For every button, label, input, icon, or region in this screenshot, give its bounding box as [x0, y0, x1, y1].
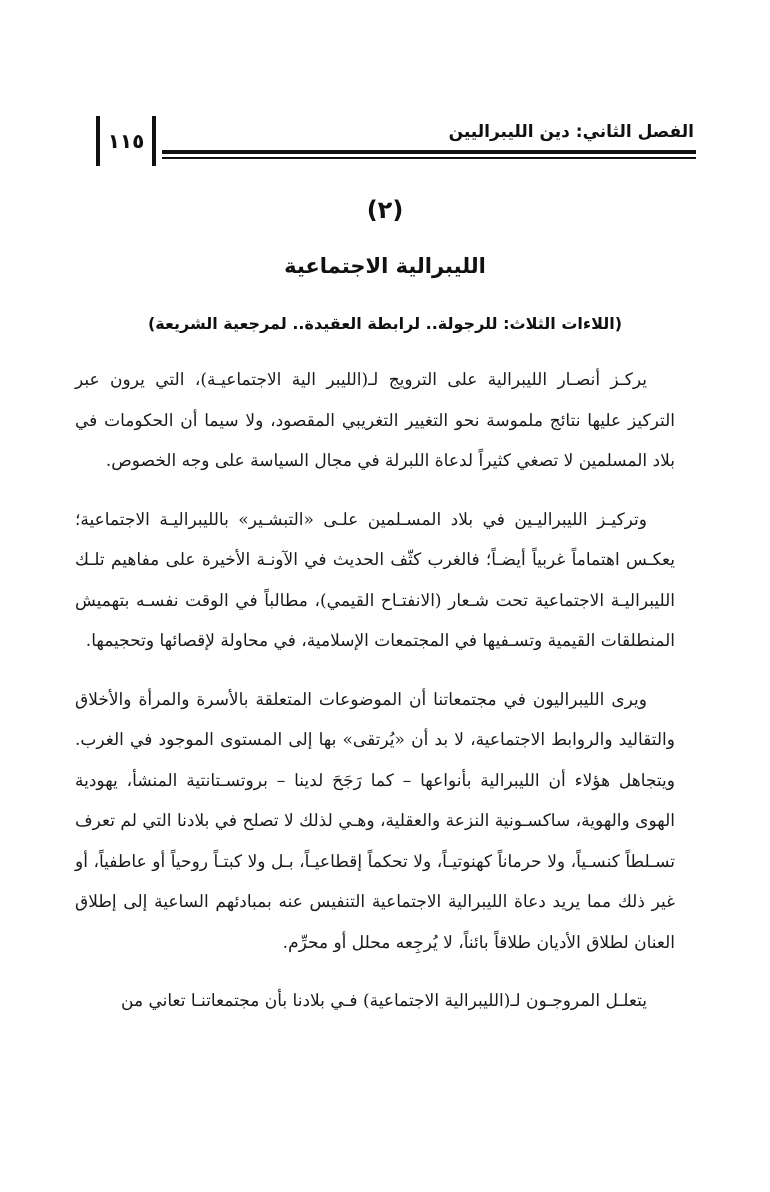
header-rule-thick	[162, 150, 696, 154]
chapter-title: الفصل الثاني: دين الليبراليين	[448, 122, 694, 142]
section-title: الليبرالية الاجتماعية	[284, 254, 486, 278]
section-number: (٢)	[366, 196, 404, 224]
paragraph: وتركيـز الليبراليـين في بلاد المسـلمين علـى «التبشـير» بالليبراليـة الاجتماعية؛ يعكـس اهتماماً غربياً أيضـاً؛ فالغرب كثّف الحديث في الآونـة الأخيرة على مفاهيم تلـك الليبراليـة الاجتماعية تحت شـعار (الانفتـاح القيمي)، مطالباً في الوقت نفسـه بتهميش المنطلقات القيمية وتسـفيها في المجتمعات الإسلامية، في محاولة لإقصائها وتحجيمها.	[75, 509, 675, 651]
header-rule-thin	[162, 157, 696, 159]
page-number-box	[96, 116, 156, 166]
running-header	[96, 116, 696, 180]
paragraph: يركـز أنصـار الليبرالية على الترويج لـ(الليبر الية الاجتماعيـة)، التي يرون عبر التركيز عليها نتائج ملموسة نحو التغيير التغريبي المقصود، ولا سيما أن الحكومات في بلاد المسلمين لا تصغي كثيراً لدعاة اللبرلة في مجال السياسة على وجه الخصوص.	[75, 370, 675, 471]
paragraph: يتعلـل المروجـون لـ(الليبرالية الاجتماعية) فـي بلادنا بأن مجتمعاتنـا تعاني من	[121, 991, 647, 1011]
paragraph: ويرى الليبراليون في مجتمعاتنا أن الموضوعات المتعلقة بالأسرة والمرأة والأخلاق والتقاليد والروابط الاجتماعية، لا بد أن «يُرتقى» بها إلى المستوى الموجود في الغرب. ويتجاهل هؤلاء أن الليبرالية بأنواعها – كما رَجَحَ لدينا – بروتسـتانتية المنشأ، يهودية الهوى والهوية، ساكسـونية النزعة والعقلية، وهـي لذلك لا تصلح في بلادنا التي لم تعرف تسـلطاً كنسـياً، ولا حرماناً كهنوتيـاً، ولا تحكماً إقطاعيـاً، بـل ولا كبتـاً روحياً أو عاطفياً، أو غير ذلك مما يريد دعاة الليبرالية الاجتماعية التنفيس عنه بمبادئهم الساعية إلى إطلاق العنان لطلاق الأديان طلاقاً بائناً، لا يُرجِعه محلل أو محرِّم.	[75, 689, 675, 953]
body-text	[75, 360, 675, 1022]
section-subtitle: (اللاءات الثلاث: للرجولة.. لرابطة العقيدة.. لمرجعية الشريعة)	[147, 314, 623, 333]
page-number: ١١٥	[107, 129, 145, 153]
